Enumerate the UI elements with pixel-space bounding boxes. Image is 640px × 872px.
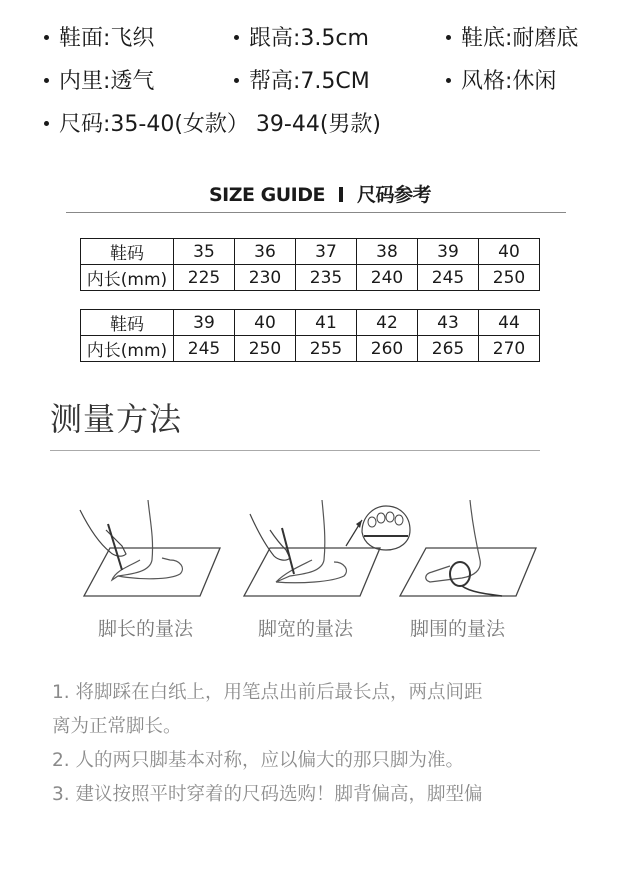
row-label: 鞋码 — [81, 310, 174, 336]
table-cell: 250 — [235, 336, 296, 362]
bullet-icon — [44, 35, 49, 40]
foot-outline — [118, 558, 182, 579]
table-cell: 250 — [479, 265, 540, 291]
bullet-icon — [446, 35, 451, 40]
table-cell: 240 — [357, 265, 418, 291]
foot-length-illustration — [70, 500, 230, 600]
pen-icon — [108, 524, 122, 570]
table-row — [81, 310, 540, 336]
note-line: 3. 建议按照平时穿着的尺码选购！脚背偏高，脚型偏 — [52, 784, 483, 805]
table-cell: 42 — [357, 310, 418, 336]
spec-lining: 内里:透气 — [44, 67, 154, 97]
divider-line — [50, 450, 540, 451]
bullet-icon — [234, 35, 239, 40]
table-cell: 39 — [174, 310, 235, 336]
row-label: 内长(mm) — [81, 336, 174, 362]
size-table-men — [80, 309, 540, 362]
bullet-icon — [44, 78, 49, 83]
toe-icon — [377, 513, 385, 523]
measure-title: 测量方法 — [50, 400, 183, 438]
table-cell: 225 — [174, 265, 235, 291]
table-cell: 38 — [357, 239, 418, 265]
table-cell: 37 — [296, 239, 357, 265]
table-cell: 44 — [479, 310, 540, 336]
leg-outline — [426, 500, 481, 582]
row-label: 鞋码 — [81, 239, 174, 265]
toe-icon — [368, 517, 376, 527]
spec-upper: 鞋面:飞织 — [44, 24, 154, 54]
measure-notes — [52, 676, 612, 812]
table-cell: 39 — [418, 239, 479, 265]
table-cell: 40 — [479, 239, 540, 265]
spec-upper-height: 帮高:7.5CM — [234, 67, 370, 97]
table-cell: 245 — [174, 336, 235, 362]
note-line: 2. 人的两只脚基本对称，应以偏大的那只脚为准。 — [52, 750, 465, 771]
spec-size-range: 尺码:35-40(女款） 39-44(男款) — [44, 110, 381, 140]
caption-foot-width: 脚宽的量法 — [258, 618, 354, 640]
table-cell: 235 — [296, 265, 357, 291]
size-guide-title: SIZE GUIDE 尺码参考 — [209, 184, 431, 206]
bullet-icon — [44, 121, 49, 126]
table-cell: 255 — [296, 336, 357, 362]
size-table-women — [80, 238, 540, 291]
foot-girth-illustration — [390, 500, 550, 600]
divider-bar — [339, 187, 343, 202]
table-cell: 230 — [235, 265, 296, 291]
hand-icon — [80, 510, 126, 556]
table-row — [81, 239, 540, 265]
table-row — [81, 265, 540, 291]
table-cell: 265 — [418, 336, 479, 362]
divider-line — [66, 212, 566, 213]
tape-icon — [462, 586, 502, 596]
table-cell: 35 — [174, 239, 235, 265]
table-cell: 43 — [418, 310, 479, 336]
note-line: 离为正常脚长。 — [52, 716, 182, 737]
table-cell: 270 — [479, 336, 540, 362]
spec-style: 风格:休闲 — [446, 67, 556, 97]
pen-icon — [282, 528, 294, 574]
row-label: 内长(mm) — [81, 265, 174, 291]
caption-foot-girth: 脚围的量法 — [410, 618, 506, 640]
table-cell: 41 — [296, 310, 357, 336]
table-row — [81, 336, 540, 362]
tape-loop-icon — [450, 562, 470, 586]
spec-sole: 鞋底:耐磨底 — [446, 24, 578, 54]
caption-foot-length: 脚长的量法 — [98, 618, 194, 640]
leg-outline — [112, 500, 153, 580]
bullet-icon — [446, 78, 451, 83]
table-cell: 245 — [418, 265, 479, 291]
leg-outline — [276, 500, 325, 582]
bullet-icon — [234, 78, 239, 83]
spec-heel-height: 跟高:3.5cm — [234, 24, 369, 54]
table-cell: 40 — [235, 310, 296, 336]
note-line: 1. 将脚踩在白纸上，用笔点出前后最长点，两点间距 — [52, 682, 483, 703]
table-cell: 260 — [357, 336, 418, 362]
table-cell: 36 — [235, 239, 296, 265]
